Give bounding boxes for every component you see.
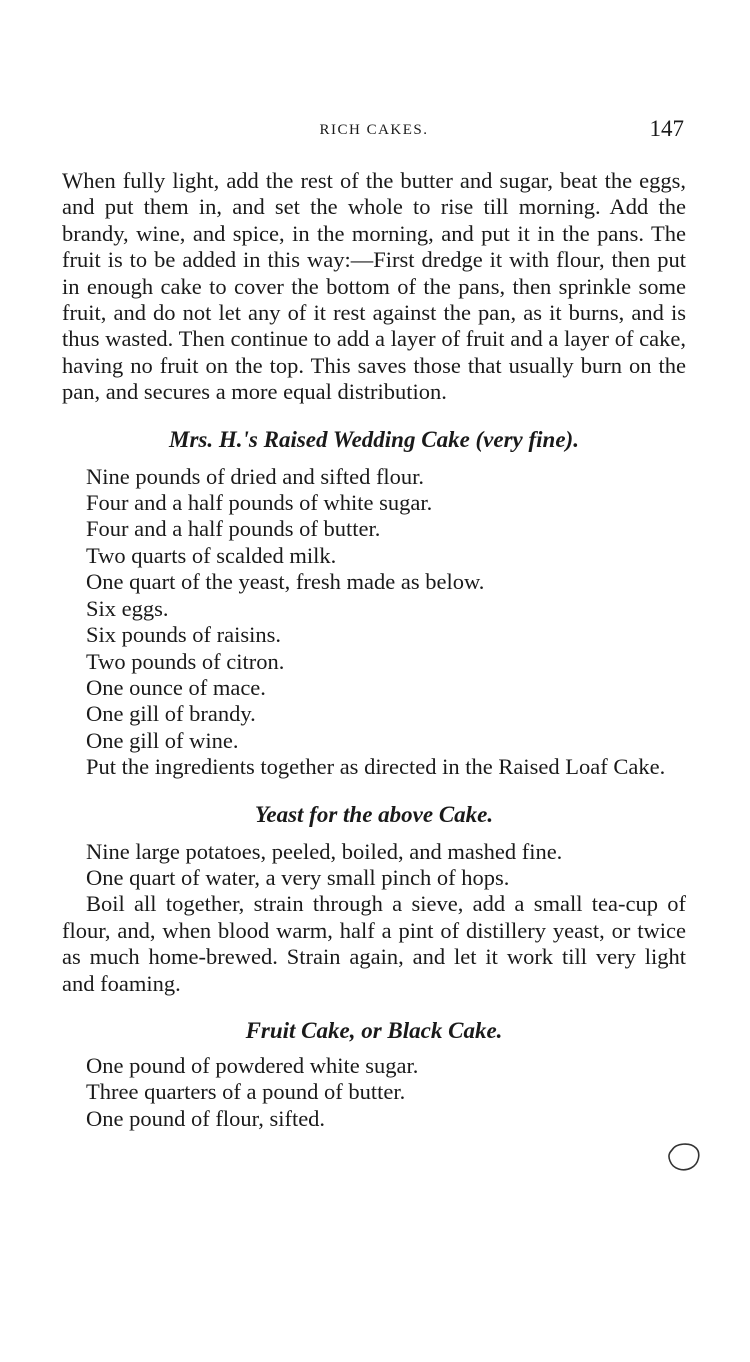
ingredient: One pound of flour, sifted. bbox=[86, 1105, 326, 1131]
ingredient: One gill of brandy. bbox=[86, 701, 256, 727]
ingredient: Three quarters of a pound of butter. bbox=[86, 1079, 406, 1105]
running-title: RICH CAKES. bbox=[319, 122, 429, 138]
ingredient: One ounce of mace. bbox=[86, 674, 266, 700]
ingredient: One quart of the yeast, fresh made as below. bbox=[86, 569, 485, 595]
recipe-title-fruit-cake: Fruit Cake, or Black Cake. bbox=[245, 1017, 503, 1043]
ingredient: One gill of wine. bbox=[86, 727, 239, 753]
recipe-title-yeast: Yeast for the above Cake. bbox=[254, 801, 494, 827]
ingredient: Nine large potatoes, peeled, boiled, and mashed fine. bbox=[86, 838, 563, 864]
ingredient-list-wedding-cake bbox=[62, 464, 686, 754]
directions-yeast: Boil all together, strain through a sieve, add a small tea-cup of flour, and, when blood warm, half a pint of distillery yeast, or twice as much home-brewed. Strain again, and let it work till very light and foaming. bbox=[62, 891, 686, 996]
ingredient: Nine pounds of dried and sifted flour. bbox=[86, 463, 425, 489]
ingredient: Six pounds of raisins. bbox=[86, 622, 282, 648]
ingredient: Two pounds of citron. bbox=[86, 648, 285, 674]
hand-drawn-circle-mark-icon bbox=[666, 1140, 702, 1174]
ingredient: Six eggs. bbox=[86, 595, 169, 621]
directions-wedding-cake: Put the ingredients together as directed in the Raised Loaf Cake. bbox=[86, 754, 666, 780]
ingredient: One quart of water, a very small pinch of hops. bbox=[86, 864, 510, 890]
ingredient-list-fruit-cake bbox=[62, 1053, 686, 1132]
page-number: 147 bbox=[649, 116, 684, 141]
ingredient: Four and a half pounds of butter. bbox=[86, 516, 381, 542]
page-body bbox=[62, 168, 686, 1132]
running-head bbox=[62, 116, 686, 146]
ingredient: Four and a half pounds of white sugar. bbox=[86, 490, 433, 516]
intro-paragraph: When fully light, add the rest of the butter and sugar, beat the eggs, and put them in, and set the whole to rise till morning. Add the brandy, wine, and spice, in the morning, and put it in the pans. The fruit is to be added in this way:—First dredge it with flour, then put in enough cake to cover the bottom of the pans, then sprinkle some fruit, and do not let any of it rest against the pan, as it burns, and is thus wasted. Then continue to add a layer of fruit and a layer of cake, having no fruit on the top. This saves those that usually burn on the pan, and secures a more equal distribution. bbox=[62, 168, 686, 405]
ingredient: One pound of powdered white sugar. bbox=[86, 1052, 419, 1078]
ingredient: Two quarts of scalded milk. bbox=[86, 542, 337, 568]
recipe-title-wedding-cake: Mrs. H.'s Raised Wedding Cake (very fine). bbox=[169, 426, 579, 452]
ingredient-list-yeast bbox=[62, 839, 686, 892]
